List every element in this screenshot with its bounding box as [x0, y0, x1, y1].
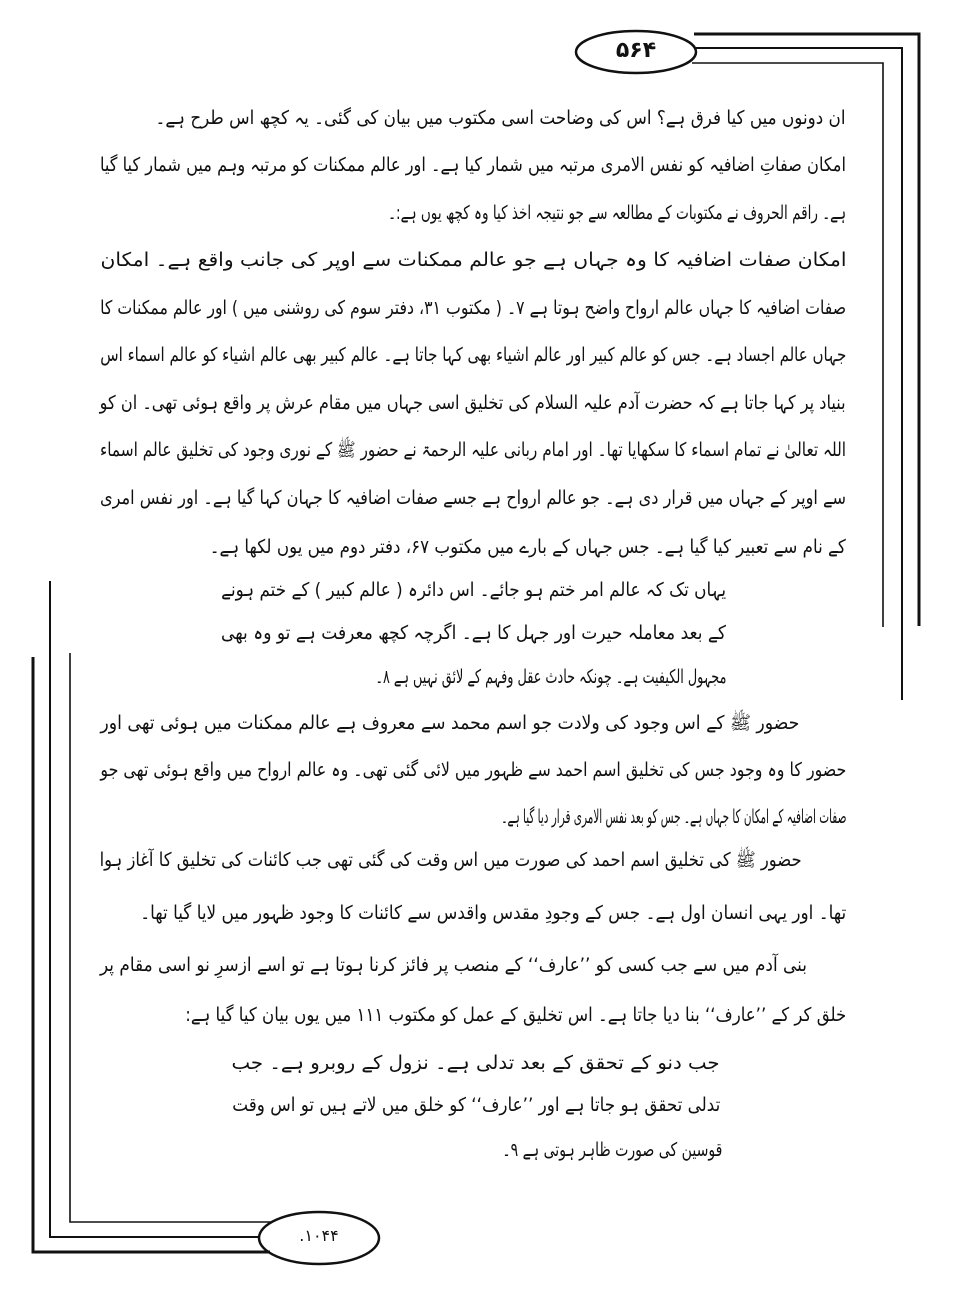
text-line: خلق کر کے ’’عارف‘‘ بنا دیا جاتا ہے۔ اس تخلیق کے عمل کو مکتوب ۱۱۱ میں یوں بیان کیا گیا ہے:	[185, 1004, 846, 1026]
text-line: ان دونوں میں کیا فرق ہے؟ اس کی وضاحت اسی مکتوب میں بیان کی گئی۔ یہ کچھ اس طرح ہے۔	[156, 107, 846, 129]
quote-line: قوسین کی صورت ظاہر ہوتی ہے ۹۔	[502, 1139, 722, 1161]
text-line: اللہ تعالیٰ نے تمام اسماء کا سکھایا تھا۔ اور امام ربانی علیہ الرحمۃ نے حضور ﷺ کے نوری وجود کی تخلیق عالم اسماء	[100, 439, 846, 461]
text-line: صفات اضافیہ کا جہاں عالم ارواح واضح ہوتا ہے ۷۔ ( مکتوب ۳۱، دفتر سوم کی روشنی میں ) اور عالم ممکنات کا	[100, 297, 846, 319]
text-line: جہاں عالم اجساد ہے۔ جس کو عالم کبیر اور عالم اشیاء بھی کہا جاتا ہے۔ عالم کبیر بھی عالم اشیاء کو عالم اسماء اس	[100, 344, 846, 366]
text-line: بنی آدم میں سے جب کسی کو ’’عارف‘‘ کے منصب پر فائز کرنا ہوتا ہے تو اسے ازسرِ نو اسی مقام پر	[100, 954, 807, 976]
text-line: سے اوپر کے جہاں میں قرار دی ہے۔ جو عالم ارواح ہے جسے صفات اضافیہ کا جہان کہا گیا ہے۔ اور نفس امری	[100, 487, 846, 509]
text-line: حضور ﷺ کی تخلیق اسم احمد کی صورت میں اس وقت کی گئی تھی جب کائنات کی تخلیق کا آغاز ہوا	[100, 849, 802, 871]
text-line: بنیاد پر کہا جاتا ہے کہ حضرت آدم علیہ السلام کی تخلیق اسی جہاں میں مقام عرش پر واقع ہوئی تھی۔ ان کو	[100, 392, 846, 414]
text-line: کے نام سے تعبیر کیا گیا ہے۔ جس جہاں کے بارے میں مکتوب ۶۷، دفتر دوم میں یوں لکھا ہے۔	[210, 536, 846, 558]
text-line: امکان صفات اضافیہ کا وہ جہاں ہے جو عالم ممکنات سے اوپر کی جانب واقع ہے۔ امکان	[100, 249, 846, 271]
text-line: حضور ﷺ کے اس وجود کی ولادت جو اسم محمد سے معروف ہے عالم ممکنات میں ہوئی تھی اور	[100, 712, 799, 734]
quote-line: تدلی تحقق ہو جاتا ہے اور ’’عارف‘‘ کو خلق میں لاتے ہیں تو اس وقت	[232, 1094, 720, 1116]
top-right-border-middle	[696, 48, 902, 700]
bottom-left-border-inner	[70, 653, 272, 1222]
page-number-top: ۵۶۴	[615, 38, 657, 63]
text-line: تھا۔ اور یہی انسان اول ہے۔ جس کے وجودِ مقدس واقدس سے کائنات کا وجود ظہور میں لایا گیا تھا۔	[140, 902, 846, 924]
text-line: صفات اضافیہ کے امکان کا جہاں ہے۔ جس کو بعد نفس الامری قرار دیا گیا ہے۔	[500, 806, 846, 828]
quote-line: مجہول الکیفیت ہے۔ چونکہ حادث عقل وفہم کے لائق نہیں ہے ۸۔	[375, 666, 726, 688]
quote-line: کے بعد معاملہ حیرت اور جہل کا ہے۔ اگرچہ کچھ معرفت ہے تو وہ بھی	[221, 622, 726, 644]
text-line: امکان صفاتِ اضافیہ کو نفس الامری مرتبہ میں شمار کیا ہے۔ اور عالم ممکنات کو مرتبہ وہم میں شمار کیا گیا	[100, 154, 846, 176]
text-line: ہے۔ راقم الحروف نے مکتوبات کے مطالعہ سے جو نتیجہ اخذ کیا وہ کچھ یوں ہے:۔	[388, 202, 846, 224]
quote-line: جب دنو کے تحقق کے بعد تدلی ہے۔ نزول کے روبرو ہے۔ جب	[232, 1052, 720, 1074]
text-line: حضور کا وہ وجود جس کی تخلیق اسم احمد سے ظہور میں لائی گئی تھی۔ وہ عالم ارواح میں واقع ہوئی تھی جو	[100, 759, 846, 781]
page-number-bottom: ۱۰۴۴.	[299, 1226, 339, 1245]
quote-line: یہاں تک کہ عالم امر ختم ہو جائے۔ اس دائرہ ( عالم کبیر ) کے ختم ہونے	[221, 579, 726, 601]
